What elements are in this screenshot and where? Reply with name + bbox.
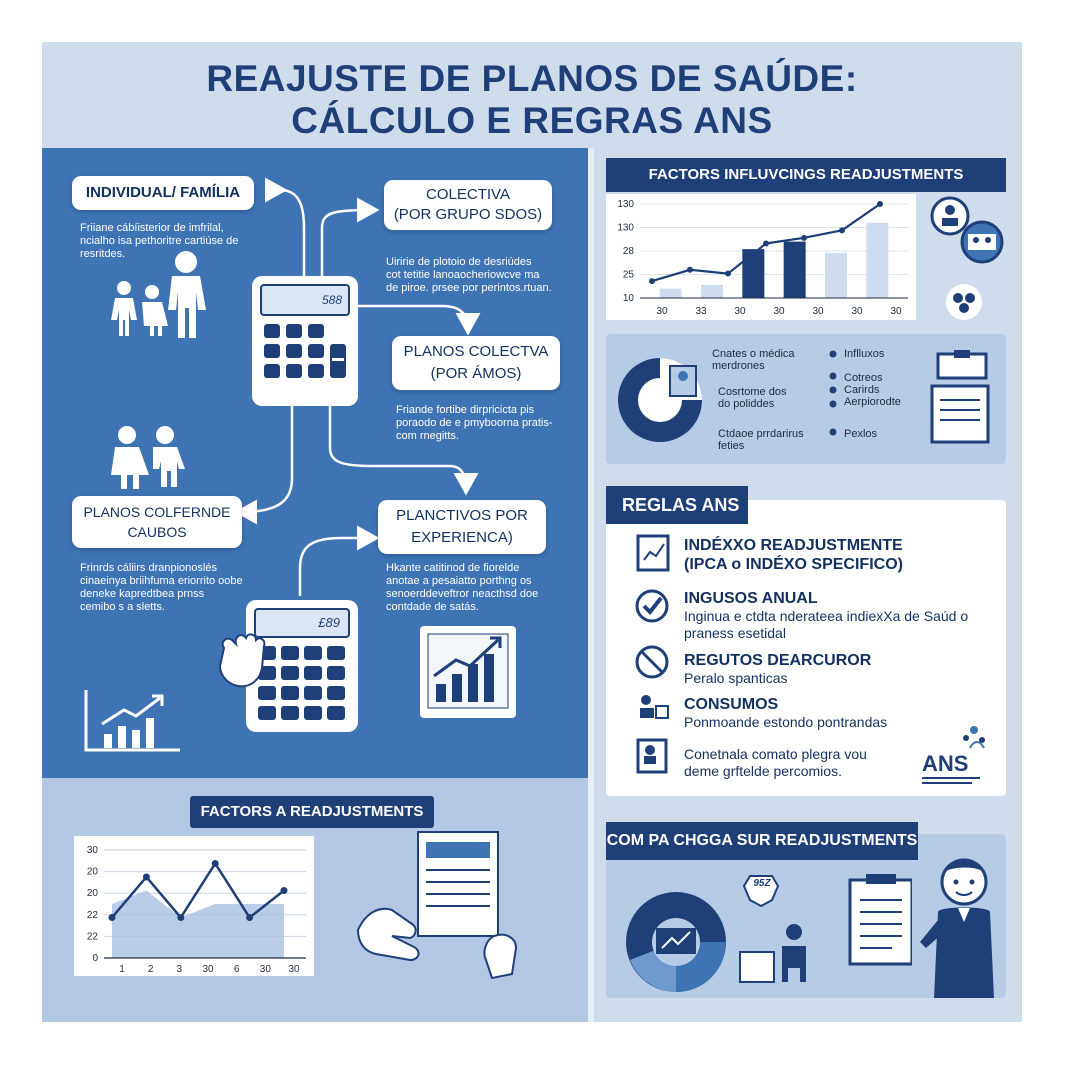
data-point (177, 914, 184, 921)
bar (825, 253, 847, 298)
document-stack-icon (928, 350, 994, 446)
comparison-banner: COM PA CHGGA SUR READJUSTMENTS (606, 822, 918, 860)
rule-3-desc: Peralo spanticas (684, 670, 788, 686)
x-tick-label: 30 (851, 306, 863, 317)
family-icon (100, 250, 215, 340)
planos-colfernde-pill: PLANOS COLFERNDE CAUBOS (72, 496, 242, 548)
check-circle-icon (637, 591, 667, 621)
pointing-hand-icon (214, 628, 270, 696)
y-tick-label: 28 (622, 246, 634, 257)
planos-colfernde-desc: Frinrds cáliirs dranpionoslés cinaeinya briihfuma eriorrito oobe deneke kapredtbea prnss cemibo s a sletts. (80, 562, 243, 613)
factors-a-line-chart (74, 836, 314, 976)
group-people-icons (926, 194, 1006, 324)
x-tick-label: 30 (812, 306, 824, 317)
colectiva-grupo-desc: Uiririe de plotoio de desriúdes cot tetitie lanoaocheriowcve ma de piroe. prsee por perintos.rtuan. (386, 256, 552, 294)
legend-item-5: Cotreos Carirds Aerpiorodte (844, 372, 901, 408)
bar (742, 249, 764, 298)
individual-familia-pill (72, 176, 254, 210)
pie-chart-icon (612, 348, 708, 452)
calculator-keypad (260, 320, 352, 398)
page-title (42, 58, 1022, 142)
legend-item-1: Cnates o médica merdrones (712, 348, 795, 372)
rule-2-title: INGUSOS ANUAL (684, 590, 818, 607)
bar (866, 223, 888, 298)
factors-influencing-bar-chart (606, 194, 916, 320)
rule-2-desc: Inginua e ctdta nderateea indiexXa de Saúd o praness esetidal (684, 608, 969, 641)
x-tick-label: 1 (119, 964, 125, 975)
factors-a-banner: FACTORS A READJUSTMENTS (190, 796, 434, 828)
no-entry-icon (637, 647, 667, 677)
trend-point (839, 227, 845, 233)
x-tick-label: 30 (288, 964, 300, 975)
x-tick-label: 30 (259, 964, 271, 975)
y-tick-label: 25 (622, 269, 634, 281)
trend-point (801, 235, 807, 241)
rule-4-title: CONSUMOS (684, 696, 779, 713)
title-line-2: CÁLCULO E REGRAS ANS (291, 100, 773, 141)
x-tick-label: 3 (176, 964, 183, 975)
colectiva-grupo-pill: COLECTIVA (POR GRUPO SDOS) (384, 180, 552, 230)
data-point (212, 860, 219, 867)
bar (660, 289, 682, 298)
data-point (143, 874, 150, 881)
y-tick-label: 10 (622, 293, 634, 304)
rule-3-title: REGUTOS DEARCUROR (684, 652, 872, 669)
trend-point (725, 271, 731, 277)
regras-icons (634, 534, 674, 774)
trend-point (877, 201, 883, 207)
x-tick-label: 2 (147, 964, 154, 975)
document-hands-icon (352, 828, 532, 988)
trend-point (763, 240, 769, 246)
couple-icon (105, 425, 195, 490)
bar (784, 242, 806, 298)
x-tick-label: 6 (233, 964, 240, 975)
trend-point (687, 267, 693, 273)
consumer-icon (640, 695, 668, 718)
person-with-box-icon (740, 924, 806, 982)
badge-label: 95Z (753, 878, 771, 889)
rule-4-desc: Ponmoande estondo pontrandas (684, 714, 888, 730)
legend-item-3: Ctdaoe prrdarirus feties (718, 428, 804, 452)
x-tick-label: 30 (656, 306, 668, 317)
contract-person-icon (638, 740, 666, 772)
y-tick-label: 22 (86, 909, 98, 921)
individual-familia-desc: Friiane cábíisterior de imfrilal, ncialho isa pethoritre cartiúse de resritdes. (80, 222, 239, 260)
index-document-icon (638, 536, 668, 570)
clipboard-icon (850, 874, 912, 964)
growth-report-icon (420, 626, 516, 718)
rule-5-desc: Conetnala comato plegra vou deme grftelde percomios. (684, 746, 867, 779)
planos-colectva-desc: Friande fortibe dirpricicta pis poraodo de e pmyboorna pratis- com rnegitts. (396, 404, 553, 442)
data-point (109, 914, 116, 921)
y-tick-label: 130 (617, 222, 634, 234)
y-tick-label: 30 (86, 845, 98, 856)
y-tick-label: 20 (86, 866, 98, 878)
x-tick-label: 30 (890, 306, 902, 317)
data-point (246, 914, 253, 921)
x-tick-label: 30 (734, 306, 746, 317)
x-tick-label: 30 (773, 306, 785, 317)
regras-ans-banner: REGLAS ANS (606, 486, 748, 524)
legend-bullets (826, 348, 840, 438)
calculator-display: 588 (260, 284, 350, 316)
calculator-display-bottom: £89 (254, 608, 350, 638)
x-tick-label: 30 (202, 964, 214, 975)
legend-item-2: Cosrtome dos do poliddes (718, 386, 787, 410)
x-tick-label: 33 (695, 306, 707, 317)
ans-logo (922, 722, 992, 790)
y-tick-label: 22 (86, 931, 98, 943)
trend-chart-icon (80, 688, 184, 758)
donut-chart-icon (626, 892, 726, 992)
rule-1-title: INDÉXXO READJUSTMENTE (IPCA o INDÉXO SPECIFICO) (684, 537, 903, 573)
y-tick-label: 20 (86, 888, 98, 900)
calculator-icon (252, 276, 358, 406)
factors-influencing-banner: FACTORS INFLUVCINGS READJUSTMENTS (606, 158, 1006, 192)
series-area (112, 891, 284, 959)
legend-item-4: Inflluxos (844, 348, 885, 360)
bar (701, 285, 723, 298)
y-tick-label: 130 (617, 199, 634, 210)
planos-colectva-pill: PLANOS COLECTVA (POR ÁMOS) (392, 336, 560, 390)
individual-familia-label: INDIVIDUAL/ FAMÍLIA (85, 184, 241, 201)
ans-logo-symbol (922, 722, 992, 752)
y-tick-label: 0 (92, 953, 98, 964)
planctivos-experiencia-desc: Hkante catitinod de fiorelde anotae a pesaiatto porthng os senoerddeveftror neacthsd doe contdade de satás. (386, 562, 539, 613)
column-divider (588, 148, 594, 1022)
data-point (281, 887, 288, 894)
businessman-icon (918, 850, 1002, 1000)
trend-point (649, 278, 655, 284)
legend-item-6: Pexlos (844, 428, 878, 440)
bar-chart-icon (420, 626, 516, 718)
ans-logo-text: ANS (922, 751, 969, 776)
planctivos-experiencia-pill: PLANCTIVOS POR EXPERIENCA) (378, 500, 546, 554)
title-line-1: REAJUSTE DE PLANOS DE SAÚDE: (206, 58, 858, 99)
